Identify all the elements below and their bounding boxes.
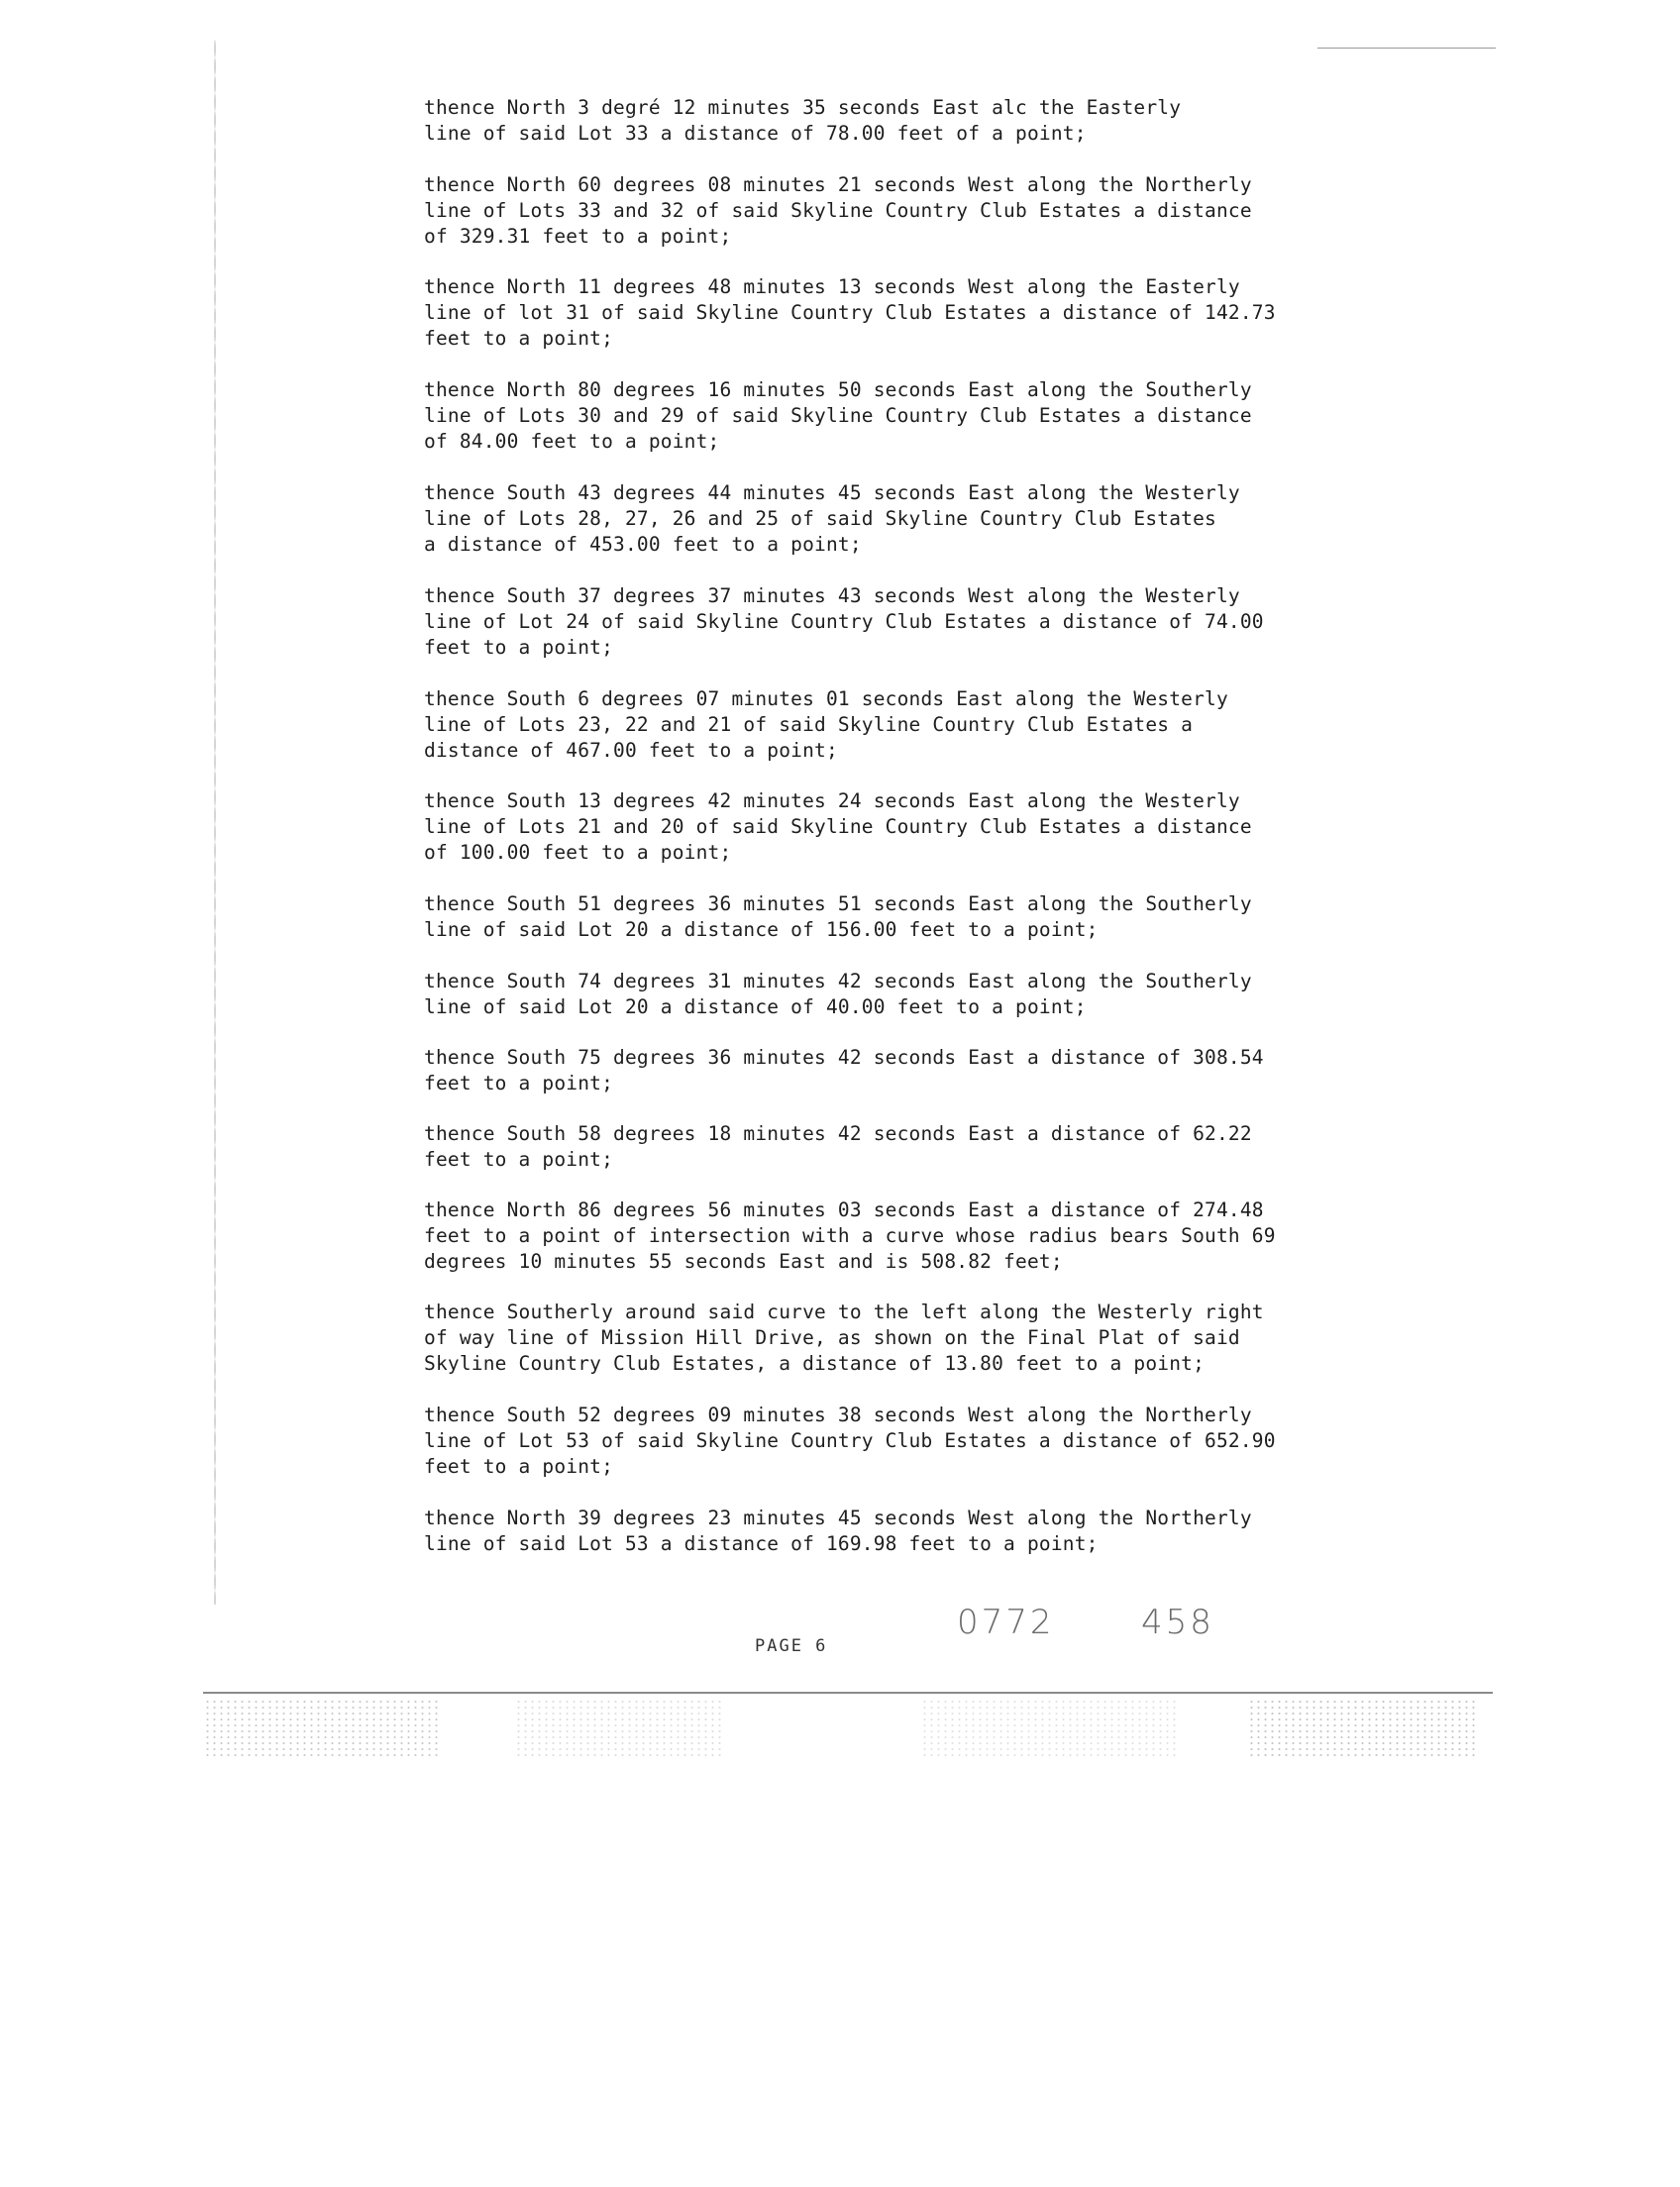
text-line: thence South 58 degrees 18 minutes 42 seconds East a distance of 62.22 — [424, 1122, 1252, 1145]
text-line: thence North 39 degrees 23 minutes 45 seconds West along the Northerly — [424, 1507, 1252, 1529]
text-line: thence North 11 degrees 48 minutes 13 seconds West along the Easterly — [424, 275, 1240, 298]
text-line: thence North 3 degré 12 minutes 35 seconds East alc the Easterly — [424, 96, 1182, 119]
text-line: line of Lots 21 and 20 of said Skyline Country Club Estates a distance — [424, 815, 1252, 838]
scan-noise — [921, 1699, 1179, 1760]
text-line: line of said Lot 20 a distance of 156.00 feet to a point; — [424, 918, 1099, 941]
text-line: of way line of Mission Hill Drive, as shown on the Final Plat of said — [424, 1326, 1240, 1349]
text-line: line of said Lot 53 a distance of 169.98 feet to a point; — [424, 1532, 1099, 1555]
course-paragraph — [424, 686, 1228, 764]
scan-noise — [204, 1699, 442, 1760]
text-line: of 100.00 feet to a point; — [424, 841, 732, 864]
text-line: line of Lots 23, 22 and 21 of said Skyline Country Club Estates a — [424, 713, 1194, 736]
course-paragraph — [424, 95, 1181, 147]
course-paragraph — [424, 1506, 1252, 1557]
text-line: Skyline Country Club Estates, a distance of 13.80 feet to a point; — [424, 1352, 1206, 1375]
text-line: line of said Lot 33 a distance of 78.00 feet of a point; — [424, 122, 1087, 145]
text-line: thence South 74 degrees 31 minutes 42 seconds East along the Southerly — [424, 970, 1252, 992]
course-paragraph — [424, 1198, 1276, 1275]
text-line: thence South 13 degrees 42 minutes 24 seconds East along the Westerly — [424, 789, 1240, 812]
text-line: thence South 75 degrees 36 minutes 42 seconds East a distance of 308.54 — [424, 1046, 1264, 1069]
scan-edge-line — [203, 1692, 1493, 1694]
text-line: thence South 43 degrees 44 minutes 45 seconds East along the Westerly — [424, 481, 1240, 504]
text-line: feet to a point; — [424, 327, 614, 350]
course-paragraph — [424, 480, 1240, 558]
text-line: line of said Lot 20 a distance of 40.00 feet to a point; — [424, 995, 1087, 1018]
course-paragraph — [424, 172, 1252, 250]
scan-top-rule — [1317, 48, 1496, 49]
text-line: line of lot 31 of said Skyline Country Club Estates a distance of 142.73 — [424, 301, 1276, 324]
scan-noise — [1248, 1699, 1476, 1760]
course-paragraph — [424, 274, 1276, 352]
recording-book-number: 0772 — [957, 1603, 1055, 1642]
course-paragraph — [424, 377, 1252, 455]
text-line: line of Lot 24 of said Skyline Country Club Estates a distance of 74.00 — [424, 610, 1264, 633]
scan-margin-artifact — [214, 40, 216, 1605]
course-paragraph — [424, 1121, 1252, 1173]
text-line: thence South 51 degrees 36 minutes 51 seconds East along the Southerly — [424, 892, 1252, 915]
text-line: of 84.00 feet to a point; — [424, 430, 720, 453]
text-line: thence South 6 degrees 07 minutes 01 seconds East along the Westerly — [424, 687, 1228, 710]
text-line: a distance of 453.00 feet to a point; — [424, 533, 862, 556]
text-line: line of Lots 33 and 32 of said Skyline Country Club Estates a distance — [424, 199, 1252, 222]
text-line: feet to a point; — [424, 1072, 614, 1094]
text-line: feet to a point; — [424, 1148, 614, 1171]
text-line: feet to a point; — [424, 1455, 614, 1478]
text-line: line of Lots 28, 27, 26 and 25 of said Skyline Country Club Estates — [424, 507, 1216, 530]
text-line: feet to a point; — [424, 636, 614, 659]
page-number: PAGE 6 — [755, 1636, 828, 1656]
text-line: thence North 80 degrees 16 minutes 50 seconds East along the Southerly — [424, 378, 1252, 401]
text-line: thence South 52 degrees 09 minutes 38 seconds West along the Northerly — [424, 1404, 1252, 1426]
course-paragraph — [424, 1403, 1276, 1480]
text-line: distance of 467.00 feet to a point; — [424, 739, 838, 762]
course-paragraph — [424, 1045, 1264, 1096]
course-paragraph — [424, 969, 1252, 1020]
course-paragraph — [424, 788, 1252, 866]
text-line: line of Lots 30 and 29 of said Skyline Country Club Estates a distance — [424, 404, 1252, 427]
course-paragraph — [424, 891, 1252, 943]
scan-noise — [515, 1699, 723, 1760]
text-line: thence North 86 degrees 56 minutes 03 seconds East a distance of 274.48 — [424, 1198, 1264, 1221]
text-line: of 329.31 feet to a point; — [424, 225, 732, 248]
text-line: degrees 10 minutes 55 seconds East and is 508.82 feet; — [424, 1250, 1063, 1273]
text-line: thence North 60 degrees 08 minutes 21 seconds West along the Northerly — [424, 173, 1252, 196]
text-line: line of Lot 53 of said Skyline Country Club Estates a distance of 652.90 — [424, 1429, 1276, 1452]
text-line: thence South 37 degrees 37 minutes 43 seconds West along the Westerly — [424, 584, 1240, 607]
course-paragraph — [424, 583, 1264, 661]
text-line: thence Southerly around said curve to the left along the Westerly right — [424, 1301, 1264, 1323]
course-paragraph — [424, 1300, 1264, 1377]
text-line: feet to a point of intersection with a curve whose radius bears South 69 — [424, 1224, 1276, 1247]
recording-page-number: 458 — [1141, 1603, 1214, 1642]
